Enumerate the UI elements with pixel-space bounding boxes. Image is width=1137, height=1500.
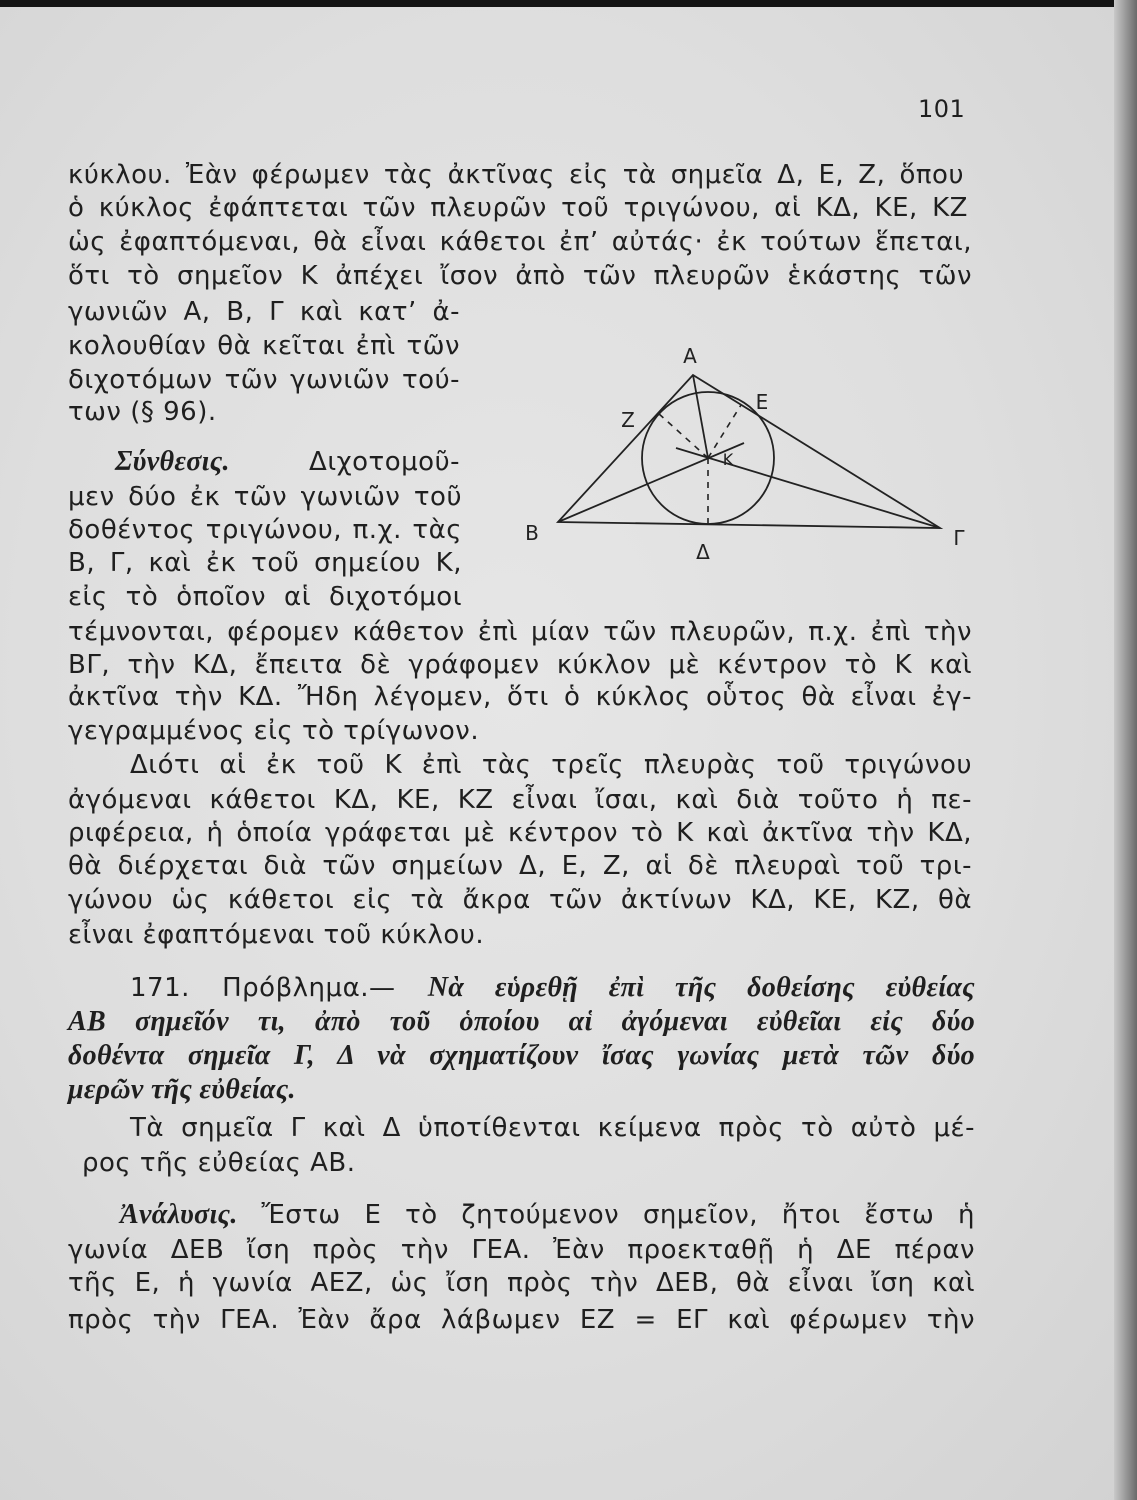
problem-number: 171. Πρόβλημα.— — [130, 973, 396, 1003]
incircle-figure — [500, 330, 990, 570]
text-line: ἀκτῖνα τὴν ΚΔ. Ἤδη λέγομεν, ὅτι ὁ κύκλος οὗτος θὰ εἶναι ἐγ- — [68, 682, 972, 712]
text-line: ὁ κύκλος ἐφάπτεται τῶν πλευρῶν τοῦ τριγώνου, αἱ ΚΔ, ΚΕ, ΚΖ — [68, 193, 968, 223]
text-span: Διχοτομοῦ- — [309, 447, 460, 477]
text-line: των (§ 96). — [68, 397, 217, 427]
text-line: τέμνονται, φέρομεν κάθετον ἐπὶ μίαν τῶν πλευρῶν, π.χ. ἐπὶ τὴν — [68, 617, 972, 647]
text-line: Διότι αἱ ἐκ τοῦ Κ ἐπὶ τὰς τρεῖς πλευρὰς τοῦ τριγώνου — [130, 750, 972, 780]
text-line: ὡς ἐφαπτόμεναι, θὰ εἶναι κάθετοι ἐπ’ αὐτάς· ἐκ τούτων ἕπεται, — [68, 227, 972, 257]
text-line: ἀγόμεναι κάθετοι ΚΔ, ΚΕ, ΚΖ εἶναι ἴσαι, καὶ διὰ τοῦτο ἡ πε- — [68, 785, 972, 815]
text-line: πρὸς τὴν ΓΕΑ. Ἐὰν ἄρα λάβωμεν ΕΖ = ΕΓ καὶ φέρωμεν τὴν — [68, 1305, 975, 1335]
label-g: Γ — [953, 526, 965, 550]
synthesis-heading: Σύνθεσις. — [115, 446, 230, 477]
bisector-b — [558, 443, 744, 522]
problem-statement: Νὰ εὑρεθῇ ἐπὶ τῆς δοθείσης εὐθείας — [427, 972, 975, 1003]
text-line: γωνία ΔΕΒ ἴση πρὸς τὴν ΓΕΑ. Ἐὰν προεκταθῇ ἡ ΔΕ πέραν — [68, 1235, 975, 1265]
text-line: ΒΓ, τὴν ΚΔ, ἔπειτα δὲ γράφομεν κύκλον μὲ κέντρον τὸ Κ καὶ — [68, 650, 972, 680]
label-b: Β — [525, 521, 539, 545]
label-z: Ζ — [621, 408, 635, 432]
bisector-g — [676, 448, 940, 528]
text-span: Ἔστω Ε τὸ ζητούμενον σημεῖον, ἤτοι ἔστω ἡ — [261, 1200, 975, 1230]
text-line: διχοτόμων τῶν γωνιῶν τού- — [68, 365, 460, 395]
text-line: δοθέντος τριγώνου, π.χ. τὰς — [68, 515, 462, 545]
text-line: Β, Γ, καὶ ἐκ τοῦ σημείου Κ, — [68, 548, 462, 578]
problem-statement-line: μερῶν τῆς εὐθείας. — [68, 1074, 296, 1105]
page-top-edge — [0, 0, 1118, 7]
analysis-line — [120, 1198, 975, 1232]
text-line: Τὰ σημεῖα Γ καὶ Δ ὑποτίθενται κείμενα πρὸς τὸ αὐτὸ μέ- — [130, 1113, 975, 1143]
label-k: Κ — [722, 450, 734, 469]
text-line: γωνιῶν Α, Β, Γ καὶ κατ’ ἀ- — [68, 297, 460, 327]
text-line: ρος τῆς εὐθείας ΑΒ. — [82, 1148, 356, 1178]
text-line: τῆς Ε, ἡ γωνία ΑΕΖ, ὡς ἴση πρὸς τὴν ΔΕΒ, θὰ εἶναι ἴση καὶ — [68, 1268, 975, 1298]
problem-statement-line: δοθέντα σημεῖα Γ, Δ νὰ σχηματίζουν ἴσας γωνίας μετὰ τῶν δύο — [68, 1040, 975, 1071]
text-line: γεγραμμένος εἰς τὸ τρίγωνον. — [68, 716, 480, 746]
text-line: κολουθίαν θὰ κεῖται ἐπὶ τῶν — [68, 331, 460, 361]
text-line: γώνου ὡς κάθετοι εἰς τὰ ἄκρα τῶν ἀκτίνων ΚΔ, ΚΕ, ΚΖ, θὰ — [68, 885, 972, 915]
page-right-edge — [1114, 0, 1137, 1500]
problem-line — [130, 971, 975, 1005]
triangle-abg — [558, 375, 940, 528]
text-line: ὅτι τὸ σημεῖον Κ ἀπέχει ἴσον ἀπὸ τῶν πλευρῶν ἑκάστης τῶν — [68, 261, 972, 291]
text-line: ριφέρεια, ἡ ὁποία γράφεται μὲ κέντρον τὸ Κ καὶ ἀκτῖνα τὴν ΚΔ, — [68, 818, 972, 848]
analysis-heading: Ἀνάλυσις. — [120, 1199, 238, 1230]
page-number: 101 — [918, 95, 966, 123]
label-e: Ε — [755, 390, 769, 414]
text-line: μεν δύο ἐκ τῶν γωνιῶν τοῦ — [68, 482, 462, 512]
label-a: Α — [683, 344, 697, 368]
problem-statement-line: ΑΒ σημεῖόν τι, ἀπὸ τοῦ ὁποίου αἱ ἀγόμεναι εὐθεῖαι εἰς δύο — [68, 1006, 975, 1037]
synthesis-line — [115, 445, 460, 479]
text-line: εἶναι ἐφαπτόμεναι τοῦ κύκλου. — [68, 920, 485, 950]
text-line: κύκλου. Ἐὰν φέρωμεν τὰς ἀκτῖνας εἰς τὰ σημεῖα Δ, Ε, Ζ, ὅπου — [68, 160, 964, 190]
text-line: εἰς τὸ ὁποῖον αἱ διχοτόμοι — [68, 582, 462, 612]
text-line: θὰ διέρχεται διὰ τῶν σημείων Δ, Ε, Ζ, αἱ δὲ πλευραὶ τοῦ τρι- — [68, 851, 972, 881]
label-d: Δ — [696, 540, 710, 564]
